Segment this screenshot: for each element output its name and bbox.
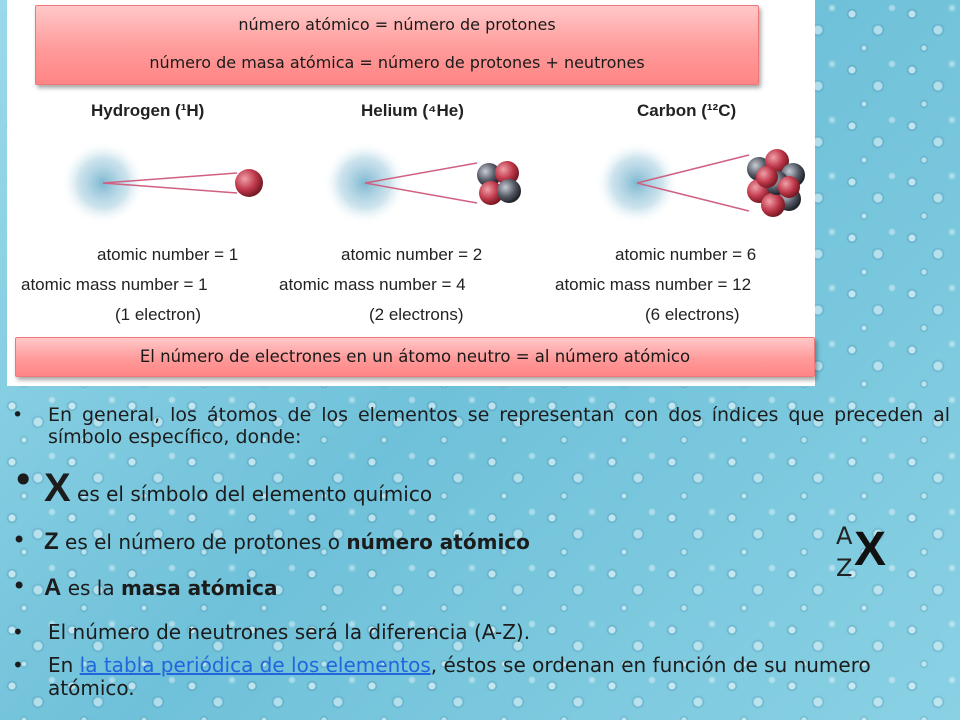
- electron-rule-box: El número de electrones en un átomo neutro = al número atómico: [15, 337, 815, 377]
- last-suffix: , éstos se ordenan en función de su numero atómico.: [48, 653, 871, 700]
- carbon-atom: [549, 95, 809, 335]
- electron-count-label: (2 electrons): [369, 305, 464, 324]
- helium-atom: [277, 95, 537, 335]
- z-symbol: Z: [44, 528, 59, 555]
- bullet-icon: •: [12, 458, 35, 502]
- mass-number-label: atomic mass number = 4: [279, 275, 466, 294]
- neutron: [497, 179, 521, 203]
- hydrogen-atom: [15, 95, 275, 335]
- atomic-number-label: atomic number = 1: [97, 245, 239, 264]
- bullet-icon: •: [12, 404, 24, 426]
- mass-number-label: atomic mass number = 1: [21, 275, 208, 294]
- atomic-number-label: atomic number = 2: [341, 245, 483, 264]
- z-bold-term: número atómico: [346, 530, 530, 554]
- atom-figure: [7, 0, 815, 386]
- mass-index: A: [836, 522, 853, 550]
- atomic-number-definition: número atómico = número de protones: [238, 15, 556, 34]
- proton: [235, 169, 263, 197]
- electron-count-label: (6 electrons): [645, 305, 740, 324]
- hydrogen-diagram: [15, 125, 275, 235]
- bullet-icon: •: [12, 526, 27, 554]
- element-symbol: X: [854, 523, 887, 576]
- bullet-icon: •: [12, 620, 24, 644]
- x-description: es el símbolo del elemento químico: [70, 482, 433, 506]
- a-symbol: A: [44, 574, 62, 601]
- mass-number-definition: número de masa atómica = número de protones + neutrones: [149, 53, 645, 72]
- atom-name: Hydrogen (¹H): [91, 101, 205, 120]
- proton: [761, 193, 785, 217]
- proton: [756, 166, 778, 188]
- atom-name: Carbon (¹²C): [637, 101, 737, 120]
- periodic-table-link[interactable]: la tabla periódica de los elementos: [79, 653, 431, 677]
- atom-name: Helium (⁴He): [361, 101, 464, 120]
- a-description: es la: [61, 576, 121, 600]
- definition-box: [35, 5, 759, 85]
- intro-text: En general, los átomos de los elementos se representan con dos índices que preceden al símbolo específico, donde:: [48, 404, 950, 448]
- bullet-icon: •: [12, 572, 27, 600]
- z-description: es el número de protones o: [58, 530, 347, 554]
- bullet-icon: •: [12, 653, 24, 677]
- electron-count-label: (1 electron): [115, 305, 201, 324]
- a-bold-term: masa atómica: [120, 576, 278, 600]
- atomic-number-label: atomic number = 6: [615, 245, 757, 264]
- atomic-index: Z: [836, 554, 853, 582]
- last-prefix: En: [48, 653, 80, 677]
- x-symbol: X: [44, 466, 71, 510]
- neutrons-text: El número de neutrones será la diferencia (A-Z).: [48, 620, 531, 644]
- proton: [778, 176, 800, 198]
- carbon-diagram: [549, 125, 809, 235]
- nuclide-notation: [832, 518, 902, 588]
- helium-diagram: [277, 125, 537, 235]
- mass-number-label: atomic mass number = 12: [555, 275, 752, 294]
